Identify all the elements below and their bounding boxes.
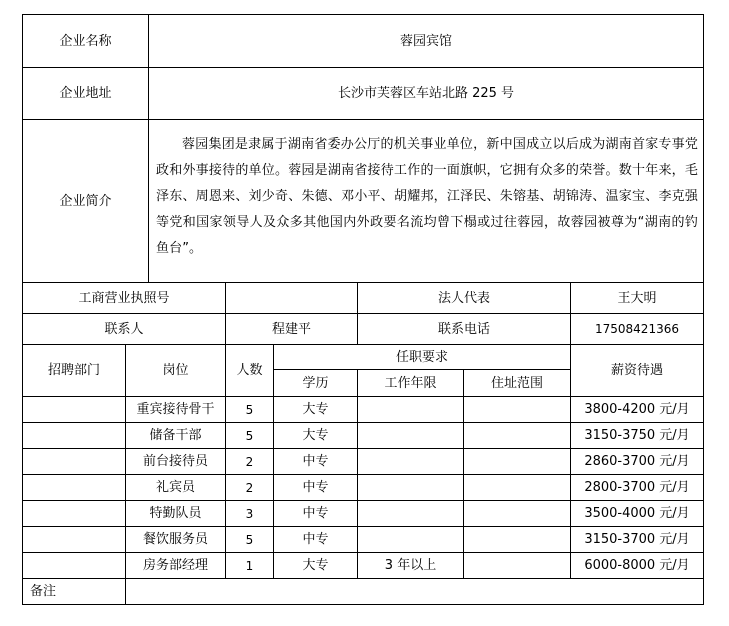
cell-salary: 2860-3700 元/月	[584, 454, 690, 469]
cell-address	[464, 501, 570, 526]
cell-years: 3 年以上	[384, 558, 437, 573]
cell-position: 礼宾员	[155, 480, 195, 495]
legal-rep: 王大明	[617, 290, 657, 306]
contact-person-label: 联系人	[104, 321, 144, 337]
cell-position: 储备干部	[149, 428, 202, 443]
cell-education: 中专	[302, 532, 329, 547]
cell-position: 特勤队员	[149, 506, 202, 521]
cell-position: 房务部经理	[142, 558, 208, 573]
header-education: 学历	[302, 375, 329, 391]
cell-dept	[23, 449, 125, 474]
cell-dept	[23, 397, 125, 422]
cell-address	[464, 475, 570, 500]
cell-education: 大专	[302, 428, 329, 443]
cell-salary: 3150-3700 元/月	[584, 532, 690, 547]
cell-position: 餐饮服务员	[142, 532, 208, 547]
cell-count: 1	[245, 558, 254, 573]
legal-rep-label: 法人代表	[437, 290, 490, 306]
cell-years	[358, 501, 463, 526]
header-years: 工作年限	[384, 375, 437, 391]
company-intro-label: 企业简介	[59, 193, 112, 209]
header-position: 岗位	[162, 363, 189, 378]
cell-dept	[23, 501, 125, 526]
cell-address	[464, 553, 570, 578]
header-salary: 薪资待遇	[610, 363, 663, 378]
company-name: 蓉园宾馆	[399, 33, 452, 49]
cell-education: 中专	[302, 454, 329, 469]
company-address-label: 企业地址	[59, 86, 112, 101]
cell-count: 3	[245, 506, 254, 521]
cell-dept	[23, 423, 125, 448]
header-dept: 招聘部门	[47, 363, 100, 378]
cell-salary: 3150-3750 元/月	[584, 428, 690, 443]
cell-salary: 2800-3700 元/月	[584, 480, 690, 495]
cell-position: 重宾接待骨干	[136, 402, 215, 417]
cell-dept	[23, 527, 125, 552]
header-count: 人数	[236, 363, 263, 378]
cell-count: 5	[245, 532, 254, 547]
cell-years	[358, 423, 463, 448]
rule	[703, 14, 704, 605]
cell-count: 5	[245, 428, 254, 443]
contact-phone: 17508421366	[595, 322, 679, 336]
cell-education: 中专	[302, 480, 329, 495]
cell-address	[464, 423, 570, 448]
contact-person: 程建平	[271, 321, 311, 337]
header-requirements: 任职要求	[395, 349, 448, 365]
remarks-value	[132, 579, 702, 604]
cell-salary: 3800-4200 元/月	[584, 402, 690, 417]
cell-education: 大专	[302, 402, 329, 417]
cell-salary: 3500-4000 元/月	[584, 506, 690, 521]
cell-count: 2	[245, 454, 254, 469]
cell-salary: 6000-8000 元/月	[584, 558, 690, 573]
cell-address	[464, 397, 570, 422]
license-label: 工商营业执照号	[78, 290, 170, 306]
cell-years	[358, 397, 463, 422]
cell-years	[358, 449, 463, 474]
remarks-label: 备注	[30, 584, 57, 599]
cell-years	[358, 527, 463, 552]
cell-years	[358, 475, 463, 500]
cell-count: 5	[245, 402, 254, 417]
cell-position: 前台接待员	[142, 454, 208, 469]
cell-education: 大专	[302, 558, 329, 573]
company-address: 长沙市芙蓉区车站北路 225 号	[337, 86, 515, 101]
company-intro: 蓉园集团是隶属于湖南省委办公厅的机关事业单位，新中国成立以后成为湖南首家专事党政和外事接待的单位。蓉园是湖南省接待工作的一面旗帜，它拥有众多的荣誉。数十年来，毛泽东、周恩来、刘少奇、朱德、邓小平、胡耀邦，江泽民、朱镕基、胡锦涛、温家宝、李克强等党和国家领导人及众多其他国内外政要名流均曾下榻或过往蓉园，故蓉园被尊为“湖南的钓鱼台”。	[156, 137, 698, 256]
cell-address	[464, 449, 570, 474]
cell-dept	[23, 553, 125, 578]
license-value	[226, 283, 357, 313]
cell-address	[464, 527, 570, 552]
company-name-label: 企业名称	[59, 33, 112, 49]
header-address: 住址范围	[490, 375, 543, 391]
cell-count: 2	[245, 480, 254, 495]
cell-dept	[23, 475, 125, 500]
cell-education: 中专	[302, 506, 329, 521]
contact-phone-label: 联系电话	[437, 321, 490, 337]
